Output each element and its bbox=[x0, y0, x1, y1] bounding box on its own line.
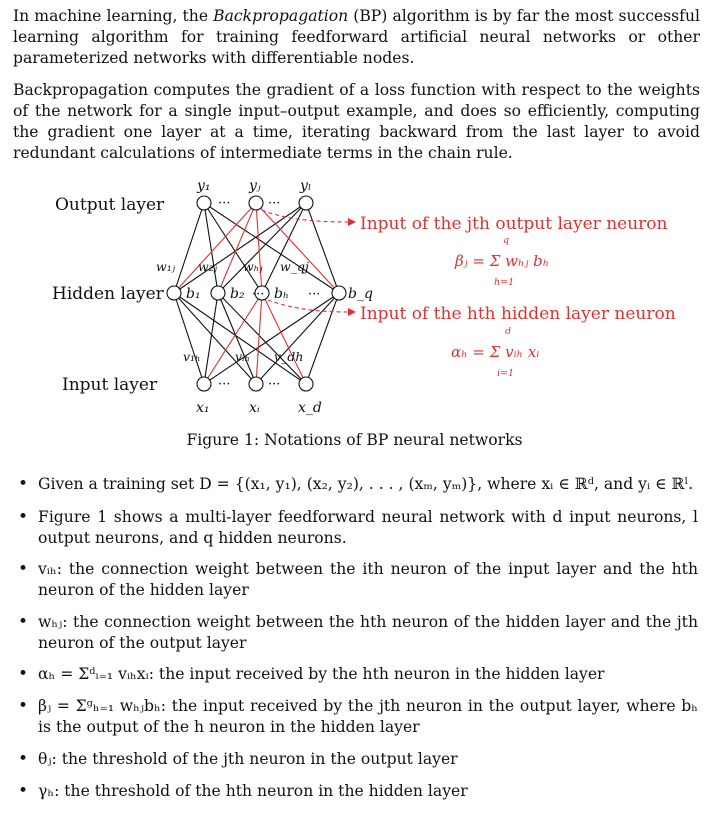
bullet-gamma-definition: • γₕ: the threshold of the hth neuron in the hidden layer bbox=[38, 781, 698, 802]
dots-output-right: ··· bbox=[268, 196, 281, 211]
bullet-alpha-definition: • αₕ = Σᵈᵢ₌₁ vᵢₕxᵢ: the input received by the hth neuron in the hidden layer bbox=[38, 664, 698, 685]
weight-label-w1j: w₁ⱼ bbox=[156, 259, 176, 274]
p1-emphasis: Backpropagation bbox=[213, 7, 349, 25]
bullet-beta-definition: • βⱼ = Σᵍₕ₌₁ wₕⱼbₕ: the input received by the jth neuron in the output layer, where bₕ is the output of the h neuron in the hidden layer bbox=[38, 696, 698, 738]
input-node-d bbox=[299, 377, 313, 391]
output-label-j: yⱼ bbox=[249, 178, 261, 194]
input-node-1 bbox=[197, 377, 211, 391]
output-label-l: yₗ bbox=[300, 178, 312, 194]
bullet-network-description: • Figure 1 shows a multi-layer feedforward neural network with d input neurons, l output neurons, and q hidden neurons. bbox=[38, 507, 698, 549]
bp-network-figure bbox=[0, 170, 709, 420]
input-label-d: x_d bbox=[298, 400, 322, 416]
input-label-i: xᵢ bbox=[249, 400, 260, 416]
annotation-hidden: Input of the hth hidden layer neuron bbox=[360, 304, 676, 324]
output-node-j bbox=[249, 196, 263, 210]
weight-label-vdh: v_dh bbox=[274, 349, 304, 364]
alpha-lower-limit: i=1 bbox=[497, 368, 515, 379]
hidden-label-q: b_q bbox=[348, 286, 373, 302]
bullet-theta-definition: • θⱼ: the threshold of the jth neuron in the output layer bbox=[38, 749, 698, 770]
weight-label-wqj: w_qj bbox=[280, 259, 309, 274]
input-layer-label: Input layer bbox=[62, 375, 158, 395]
beta-lower-limit: h=1 bbox=[494, 277, 515, 288]
intro-paragraph-2: Backpropagation computes the gradient of a loss function with respect to the weights of the network for a single input–output example, and does so efficiently, computing the gradient one layer at a time, iterating backward from the last layer to avoid redundant calculations of intermediate terms in the chain rule. bbox=[13, 81, 700, 162]
beta-upper-limit: q bbox=[503, 235, 510, 246]
bullet-vih-definition: • vᵢₕ: the connection weight between the ith neuron of the input layer and the hth neuron of the hidden layer bbox=[38, 559, 698, 601]
beta-formula: βⱼ = Σ wₕⱼ bₕ bbox=[455, 252, 550, 270]
hidden-layer-label: Hidden layer bbox=[52, 284, 164, 304]
annotation-output: Input of the jth output layer neuron bbox=[360, 214, 668, 234]
hidden-node-2 bbox=[211, 286, 225, 300]
alpha-formula: αₕ = Σ vᵢₕ xᵢ bbox=[451, 343, 540, 361]
hidden-label-2: b₂ bbox=[230, 286, 245, 302]
weight-label-vih: vᵢₕ bbox=[235, 349, 250, 364]
output-node-1 bbox=[197, 196, 211, 210]
edges-hidden-to-output-j bbox=[174, 203, 339, 293]
alpha-upper-limit: d bbox=[505, 326, 512, 337]
arrowhead-output bbox=[348, 218, 356, 226]
dots-hidden-right: ··· bbox=[308, 287, 321, 302]
dots-input-left: ··· bbox=[218, 377, 231, 392]
hidden-label-h: bₕ bbox=[274, 286, 290, 302]
intro-paragraph-1 bbox=[13, 6, 700, 69]
dots-hidden-left: ··· bbox=[252, 287, 265, 302]
network-diagram bbox=[0, 170, 709, 420]
input-node-i bbox=[249, 377, 263, 391]
p1-text-end: (BP) algorithm is by far the most successful learning algorithm for training feedforward artificial neural networks or other parameterized networks with differentiable nodes. bbox=[13, 7, 700, 67]
hidden-node-1 bbox=[167, 286, 181, 300]
bullet-training-set: • Given a training set D = {(x₁, y₁), (x₂, y₂), . . . , (xₘ, yₘ)}, where xᵢ ∈ ℝᵈ, and yᵢ ∈ ℝˡ. bbox=[38, 474, 698, 495]
output-layer-label: Output layer bbox=[55, 195, 165, 215]
output-label-1: y₁ bbox=[197, 178, 211, 194]
weight-label-v1h: v₁ₕ bbox=[183, 349, 201, 364]
input-label-1: x₁ bbox=[196, 400, 210, 416]
p1-text-start: In machine learning, the bbox=[13, 7, 214, 25]
weight-label-whj: wₕⱼ bbox=[243, 259, 263, 274]
weight-label-w2j: w₂ⱼ bbox=[198, 259, 218, 274]
figure-caption: Figure 1: Notations of BP neural networks bbox=[186, 431, 523, 449]
bullet-whj-definition: • wₕⱼ: the connection weight between the hth neuron of the hidden layer and the jth neuron of the output layer bbox=[38, 612, 698, 654]
dots-input-right: ··· bbox=[268, 377, 281, 392]
hidden-label-1: b₁ bbox=[186, 286, 201, 302]
arrowhead-hidden bbox=[348, 308, 356, 316]
dots-output-left: ··· bbox=[218, 196, 231, 211]
hidden-node-q bbox=[332, 286, 346, 300]
output-node-l bbox=[299, 196, 313, 210]
